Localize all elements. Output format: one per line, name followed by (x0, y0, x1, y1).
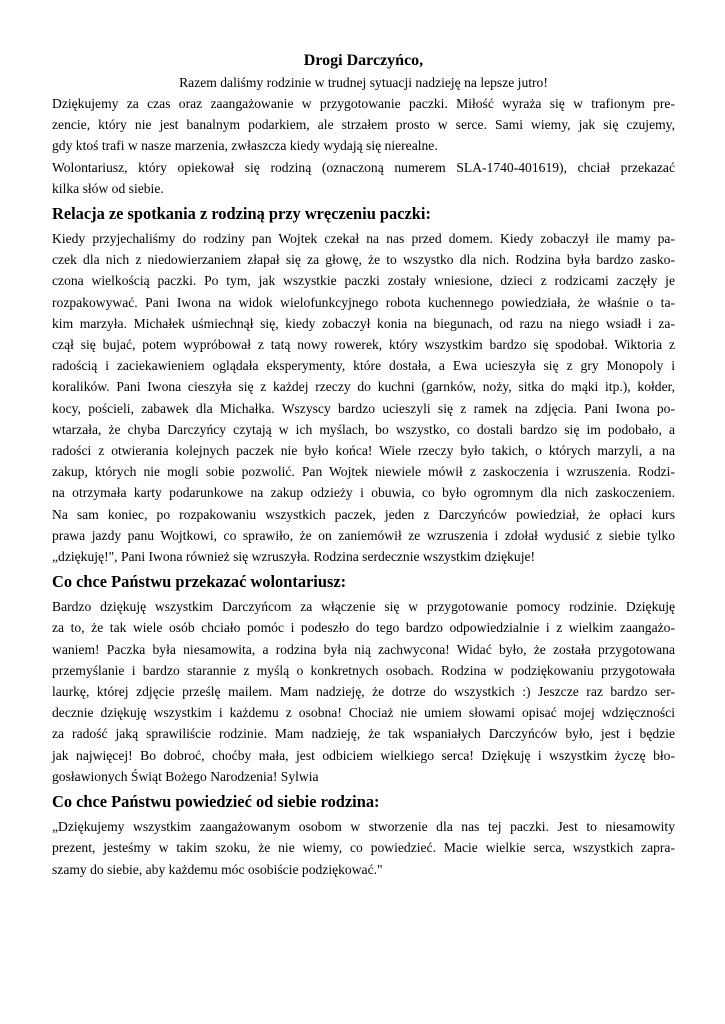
text-line: czek dla nich z niedowierzaniem złapał się za głowę, że to wszystko dla nich. Rodzina była bardzo zasko- (52, 252, 675, 268)
text-line: przemyślanie i bardzo starannie z myślą o konkretnych osobach. Rodzina w podziękowaniu przygotowała (52, 662, 675, 678)
text-line: szamy do siebie, aby każdemu móc osobiście podziękować." (52, 861, 383, 877)
text-line: radością i zaciekawieniem oglądała eksperymenty, które dostała, a Ewa ucieszyła się z gry Monopoly i (52, 358, 675, 374)
text-line: Bardzo dziękuję wszystkim Darczyńcom za włączenie się w przygotowanie pomocy rodzinie. Dziękuję (52, 599, 675, 615)
letter-subtitle: Razem daliśmy rodzinie w trudnej sytuacji nadzieję na lepsze jutro! (179, 75, 548, 90)
letter-title: Drogi Darczyńco, (303, 52, 424, 69)
text-line: „Dziękujemy wszystkim zaangażowanym osobom w stworzenie dla nas tej paczki. Jest to niesamowity (52, 819, 675, 835)
text-line: rozpakowywać. Pani Iwona na widok wielofunkcyjnego robota kuchennego powiedziała, że właśnie o ta- (52, 294, 675, 310)
text-line: Wolontariusz, który opiekował się rodziną (oznaczoną numerem SLA-1740-401619), chciał przekazać (52, 159, 675, 175)
text-line: koralików. Pani Iwona cieszyła się z każdej rzeczy do kuchni (garnków, noży, sitka do mąki itp.), kołder, (52, 379, 675, 395)
text-line: Dziękujemy za czas oraz zaangażowanie w przygotowanie paczki. Miłość wyraża się w trafionym pre- (52, 96, 675, 111)
text-line: jak najwięcej! Bo dobroć, choćby mała, jest odbiciem wielkiego serca! Dziękuję i wszystkim życzę bło- (52, 747, 675, 763)
text-line: zakup, których nie mogli sobie pozwolić. Pan Wojtek niewiele mówił z zaskoczenia i wzruszenia. Rodzi- (52, 464, 675, 480)
section-heading-volunteer: Co chce Państwu przekazać wolontariusz: (52, 572, 347, 592)
section-heading-meeting: Relacja ze spotkania z rodziną przy wręczeniu paczki: (52, 204, 431, 224)
text-line: Na sam koniec, po rozpakowaniu wszystkich paczek, jeden z Darczyńców powiedział, że opłaci kurs (52, 506, 675, 522)
text-line: wtarzała, że chyba Darczyńcy czytają w ich myślach, bo wszystko, co dostali bardzo się im podobało, a (52, 421, 675, 437)
volunteer-paragraph (52, 596, 675, 787)
section-heading-family: Co chce Państwu powiedzieć od siebie rodzina: (52, 792, 380, 812)
letter-page (52, 50, 675, 880)
meeting-paragraph (52, 228, 675, 567)
text-line: prezent, jesteśmy w takim szoku, że nie wiemy, co powiedzieć. Macie wielkie serca, wszystkich zapra- (52, 840, 675, 856)
text-line: zencie, który nie jest banalnym podarkiem, ale strzałem prosto w serce. Sami wiemy, jak się czujemy, (52, 117, 675, 133)
text-line: za radość jaką sprawiliście rodzinie. Mam nadzieję, że tak wspaniałych Darczyńców było, jest i będzie (52, 726, 675, 742)
text-line: kim marzyła. Michałek uśmiechnął się, kiedy zobaczył konia na biegunach, od razu na niego wsiadł i za- (52, 315, 675, 331)
text-line: Kiedy przyjechaliśmy do rodziny pan Wojtek czekał na nas przed domem. Kiedy zobaczył ile mamy pa- (52, 231, 675, 247)
text-line: czął się bujać, potem wypróbował z tatą nowy rowerek, który wszystkim bardzo się spodobał. Wiktoria z (52, 337, 675, 353)
text-line: kocy, pościeli, zabawek dla Michałka. Wszyscy bardzo ucieszyli się z ramek na zdjęcia. Pani Iwona po- (52, 400, 675, 416)
text-line: gosławionych Świąt Bożego Narodzenia! Sylwia (52, 768, 319, 784)
text-line: za to, że tak wiele osób chciało pomóc i podeszło do tego bardzo odpowiedzialnie i z wielkim zaangażo- (52, 620, 675, 636)
intro-paragraph (52, 93, 675, 199)
text-line: gdy ktoś trafi w nasze marzenia, zwłaszcza kiedy wydają się nierealne. (52, 138, 438, 154)
text-line: „dziękuję!", Pani Iwona również się wzruszyła. Rodzina serdecznie wszystkim dziękuje! (52, 549, 536, 565)
text-line: waniem! Paczka była niesamowita, a rodzina była nią zachwycona! Widać było, że została przygotowana (52, 641, 675, 657)
text-line: kilka słów od siebie. (52, 180, 164, 196)
text-line: czona wielkością paczki. Po tym, jak wszystkie paczki zostały wniesione, dzieci z rodzicami zaczęły je (52, 273, 675, 289)
family-paragraph (52, 816, 675, 880)
text-line: decznie dziękuję wszystkim i każdemu z osobna! Chociaż nie umiem słowami opisać mojej wdzięczności (52, 705, 675, 721)
text-line: radości z otwierania kolejnych paczek nie było końca! Wiele rzeczy było takich, o których marzyli, a na (52, 443, 675, 459)
text-line: prawa jazdy panu Wojtkowi, co sprawiło, że on zaniemówił ze wzruszenia i zdołał wydusić z siebie tylko (52, 527, 675, 543)
text-line: laurkę, której zdjęcie prześlę mailem. Mam nadzieję, że dotrze do wszystkich :) Jeszcze raz bardzo ser- (52, 684, 675, 700)
text-line: na otrzymała karty podarunkowe na zakup odzieży i obuwia, co było ogromnym dla nich zaskoczeniem. (52, 485, 675, 501)
